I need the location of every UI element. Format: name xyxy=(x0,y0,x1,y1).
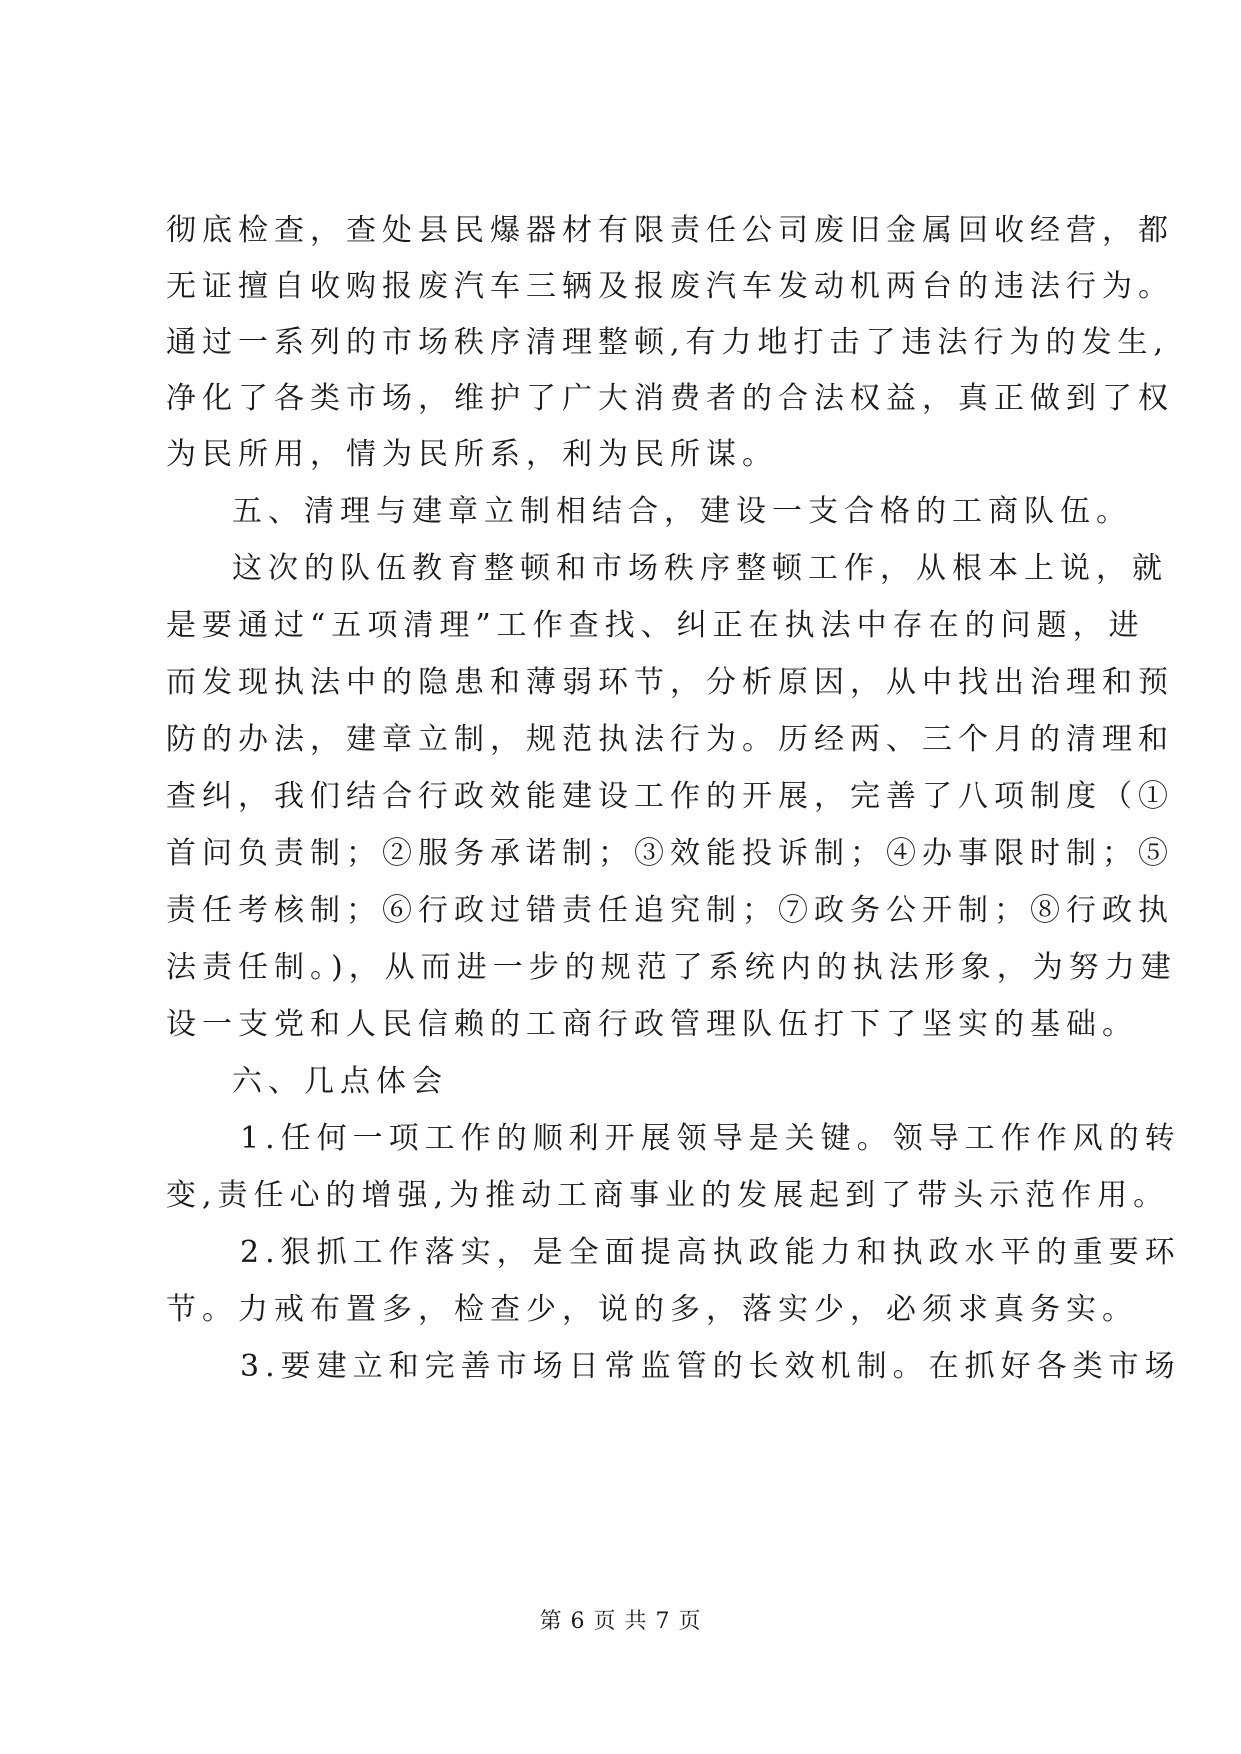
section-heading: 六、几点体会 xyxy=(232,1064,448,1099)
text-line: 净化了各类市场，维护了广大消费者的合法权益，真正做到了权 xyxy=(166,381,1174,416)
text-line: 责任考核制；⑥行政过错责任追究制；⑦政务公开制；⑧行政执 xyxy=(166,893,1174,928)
text-line: 彻底检查，查处县民爆器材有限责任公司废旧金属回收经营，都 xyxy=(166,213,1174,248)
text-line: 为民所用，情为民所系，利为民所谋。 xyxy=(166,437,778,472)
text-line: 法责任制。)，从而进一步的规范了系统内的执法形象，为努力建 xyxy=(166,950,1177,985)
text-line: 通过一系列的市场秩序清理整顿,有力地打击了违法行为的发生, xyxy=(166,325,1170,360)
text-line: 节。力戒布置多，检查少，说的多，落实少，必须求真务实。 xyxy=(166,1292,1138,1327)
text-line: 防的办法，建章立制，规范执法行为。历经两、三个月的清理和 xyxy=(166,722,1174,757)
text-line: 首问负责制；②服务承诺制；③效能投诉制；④办事限时制；⑤ xyxy=(166,836,1174,871)
text-line: 1.任何一项工作的顺利开展领导是关键。领导工作作风的转 xyxy=(240,1121,1181,1156)
text-line: 查纠，我们结合行政效能建设工作的开展，完善了八项制度（① xyxy=(166,779,1174,814)
section-heading: 五、清理与建章立制相结合，建设一支合格的工商队伍。 xyxy=(232,494,1132,529)
text-line: 无证擅自收购报废汽车三辆及报废汽车发动机两台的违法行为。 xyxy=(166,269,1174,304)
page-indicator: 第 6 页 共 7 页 xyxy=(539,1609,702,1634)
text-line: 2.狠抓工作落实，是全面提高执政能力和执政水平的重要环 xyxy=(240,1235,1181,1270)
text-line: 变,责任心的增强,为推动工商事业的发展起到了带头示范作用。 xyxy=(166,1178,1170,1213)
text-line: 3.要建立和完善市场日常监管的长效机制。在抓好各类市场 xyxy=(240,1349,1181,1384)
text-line: 设一支党和人民信赖的工商行政管理队伍打下了坚实的基础。 xyxy=(166,1007,1138,1042)
text-line: 而发现执法中的隐患和薄弱环节，分析原因，从中找出治理和预 xyxy=(166,665,1174,700)
text-line: 这次的队伍教育整顿和市场秩序整顿工作，从根本上说，就 xyxy=(232,551,1168,586)
text-line: 是要通过“五项清理”工作查找、纠正在执法中存在的问题，进 xyxy=(166,608,1145,643)
